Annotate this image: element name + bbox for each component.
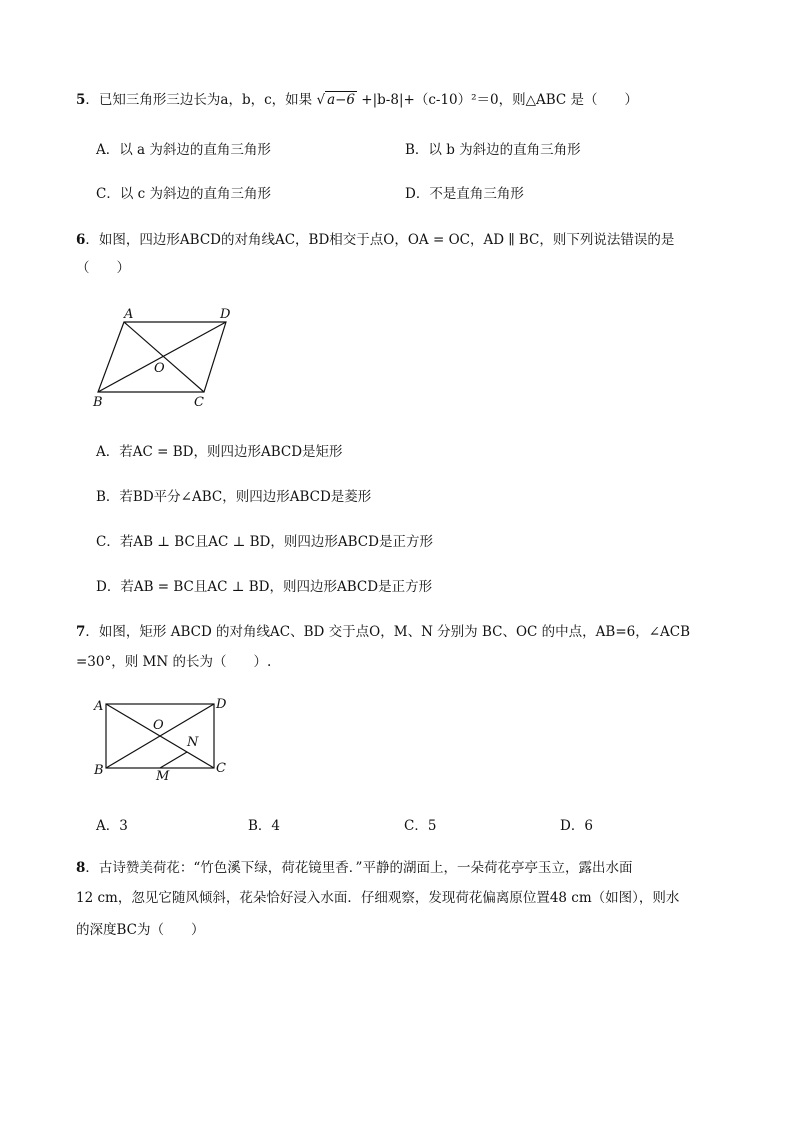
option-d[interactable]: D．若AB = BC且AC ⊥ BD，则四边形ABCD是正方形 xyxy=(96,579,433,595)
label-a: A xyxy=(124,307,134,322)
label-c: C xyxy=(194,395,204,410)
option-c[interactable]: C．若AB ⊥ BC且AC ⊥ BD，则四边形ABCD是正方形 xyxy=(96,534,433,550)
option-d[interactable]: D．6 xyxy=(560,818,593,834)
question-text-cont: +|b-8|+（c-10）²＝0，则△ABC 是（ ） xyxy=(357,92,639,108)
question-text: ．古诗赞美荷花：“竹色溪下绿，荷花镜里香．”平静的湖面上，一朵荷花亭亭玉立，露出水面 xyxy=(85,860,633,876)
parallelogram-figure xyxy=(86,300,246,412)
label-c: C xyxy=(216,761,226,776)
option-b[interactable]: B．4 xyxy=(248,818,281,834)
label-b: B xyxy=(93,395,103,410)
option-b[interactable]: B．若BD平分∠ABC，则四边形ABCD是菱形 xyxy=(96,489,372,505)
label-m: M xyxy=(156,769,170,784)
question-5-stem xyxy=(76,88,638,108)
option-a[interactable]: A．3 xyxy=(96,818,128,834)
option-c[interactable]: C．5 xyxy=(404,818,437,834)
question-number: 7 xyxy=(76,624,86,640)
question-7-stem-cont: =30°，则 MN 的长为（ ）. xyxy=(76,654,272,670)
question-number: 6 xyxy=(76,232,86,248)
rectangle-figure xyxy=(90,692,240,784)
question-8-stem-end: 的深度BC为（ ） xyxy=(76,922,205,938)
question-8-stem-cont: 12 cm，忽见它随风倾斜，花朵恰好浸入水面．仔细观察，发现荷花偏离原位置48 cm（如图），则水 xyxy=(76,890,680,906)
question-6-stem xyxy=(76,228,674,248)
diagonal-ac xyxy=(124,322,204,392)
option-c[interactable]: C．以 c 为斜边的直角三角形 xyxy=(96,186,271,202)
option-d[interactable]: D．不是直角三角形 xyxy=(405,186,524,202)
question-6-bracket: （ ） xyxy=(76,260,130,276)
label-d: D xyxy=(220,307,231,322)
question-text: ．如图，矩形 ABCD 的对角线AC、BD 交于点O，M、N 分别为 BC、OC 的中点，AB=6，∠ACB xyxy=(85,624,691,640)
label-d: D xyxy=(216,697,227,712)
option-b[interactable]: B．以 b 为斜边的直角三角形 xyxy=(405,142,581,158)
option-a[interactable]: A．以 a 为斜边的直角三角形 xyxy=(96,142,271,158)
question-number: 8 xyxy=(76,860,86,876)
label-n: N xyxy=(187,735,199,750)
label-a: A xyxy=(94,699,104,714)
option-a[interactable]: A．若AC = BD，则四边形ABCD是矩形 xyxy=(96,444,343,460)
label-o: O xyxy=(153,718,164,733)
question-text: ．如图，四边形ABCD的对角线AC，BD相交于点O，OA = OC，AD ∥ BC，则下列说法错误的是 xyxy=(85,232,675,248)
question-8-stem xyxy=(76,856,632,876)
question-text: ．已知三角形三边长为a，b，c，如果 √ xyxy=(85,92,326,108)
radicand: a−6 xyxy=(327,92,356,108)
label-o: O xyxy=(154,361,165,376)
question-number: 5 xyxy=(76,92,86,108)
question-7-stem xyxy=(76,620,690,640)
label-b: B xyxy=(94,763,104,778)
segment-mn xyxy=(160,752,187,768)
